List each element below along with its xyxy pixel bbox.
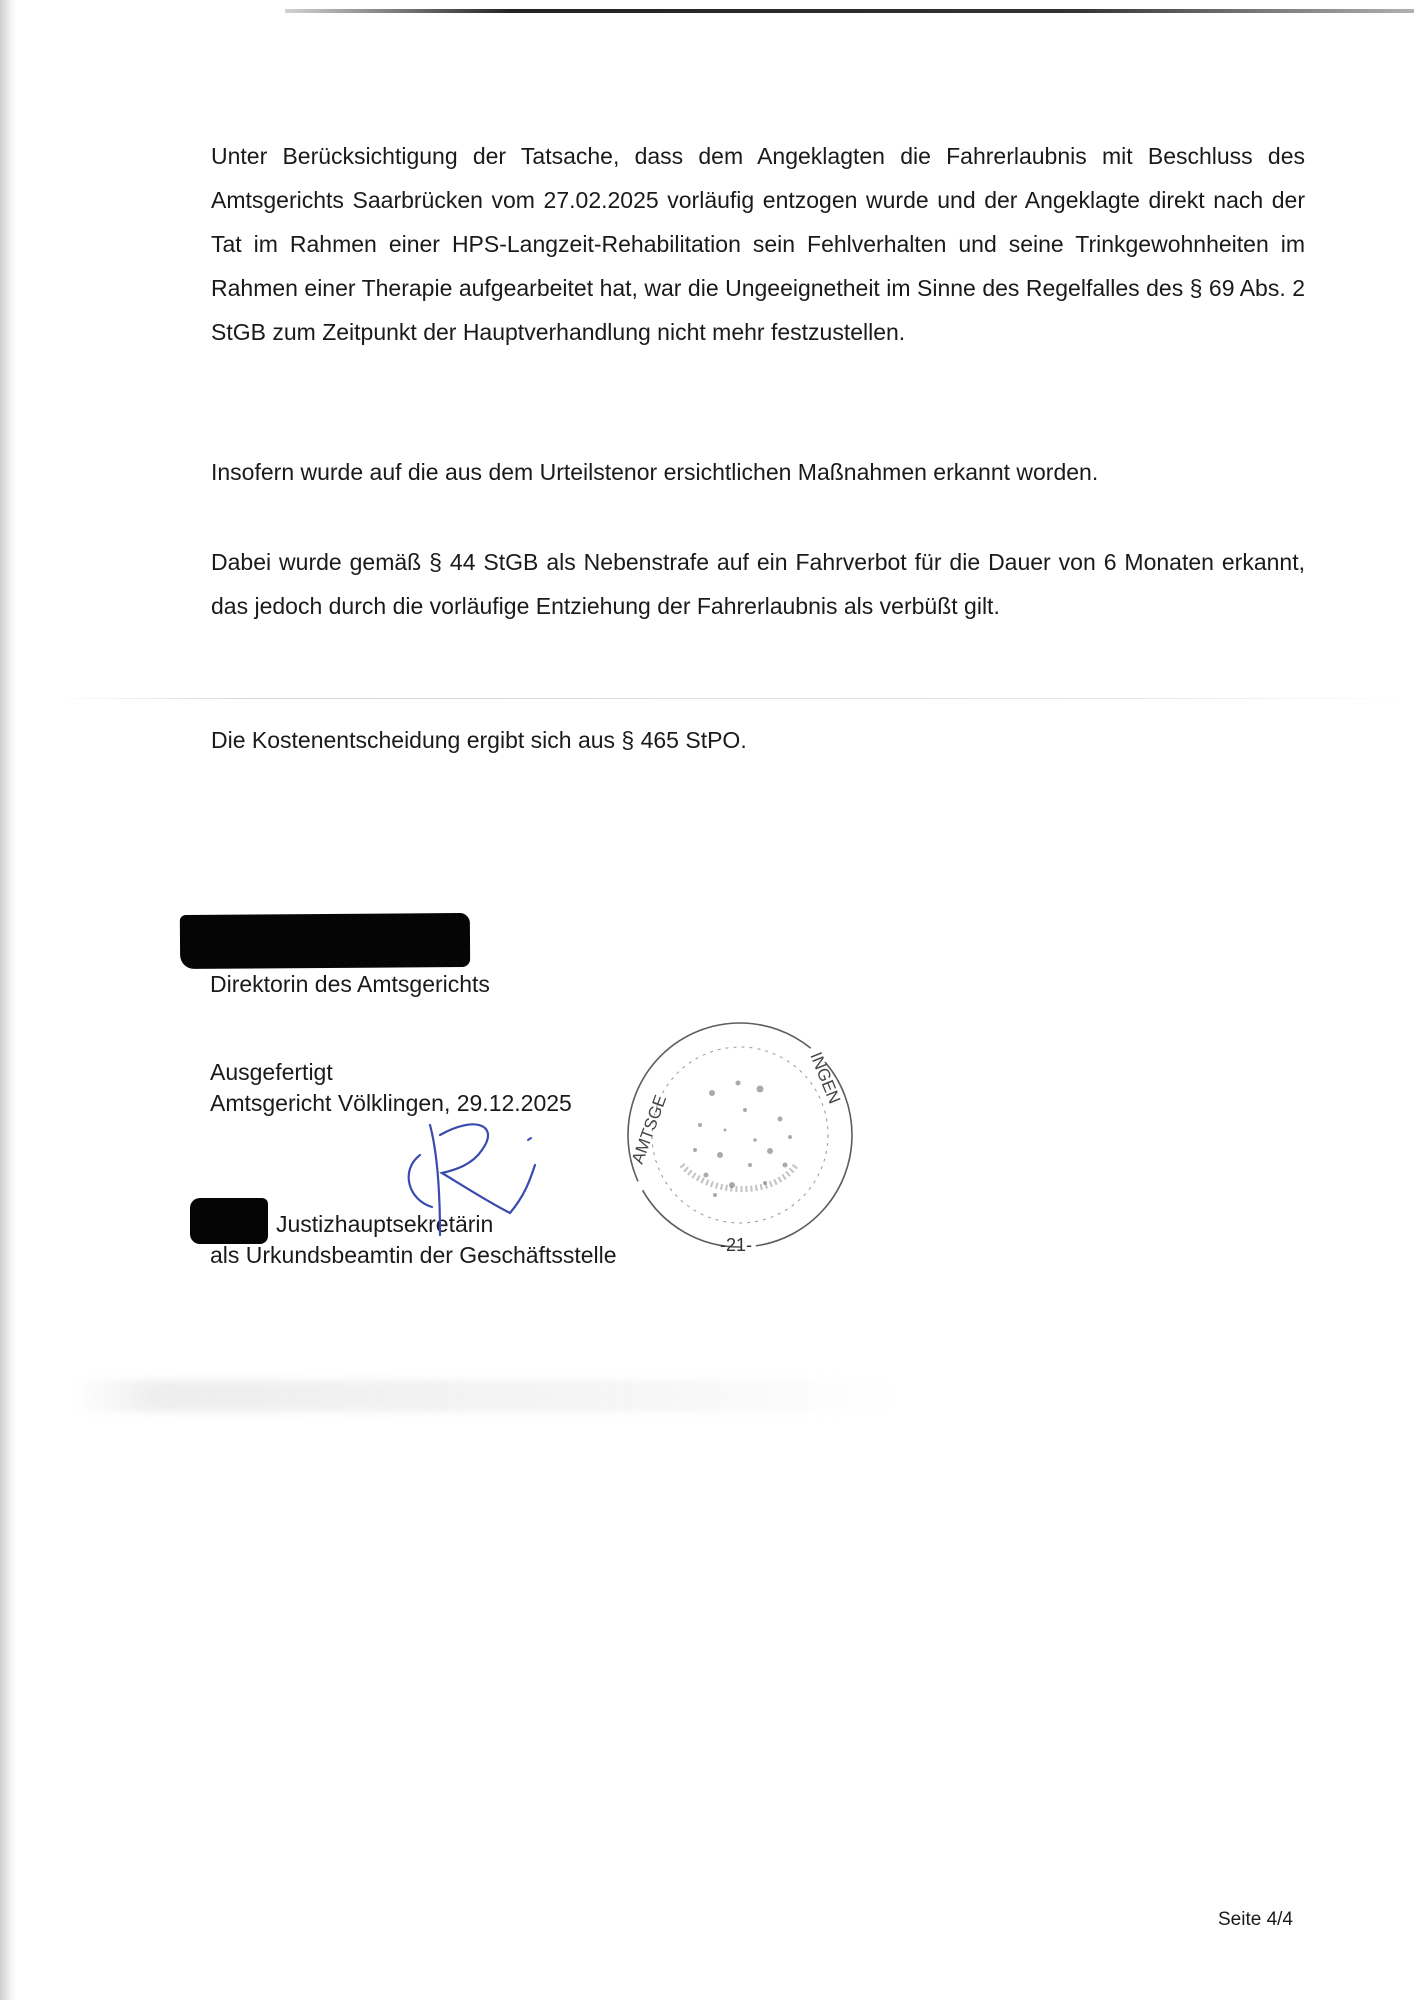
paragraph-costs: Die Kostenentscheidung ergibt sich aus § 465 StPO.	[211, 727, 747, 753]
certified-label: Ausgefertigt	[210, 1059, 333, 1085]
redacted-judge-name	[180, 913, 470, 969]
redacted-clerk-name	[190, 1198, 268, 1244]
clerk-role: als Urkundsbeamtin der Geschäftsstelle	[210, 1242, 617, 1268]
scan-edge-shadow	[0, 0, 16, 2000]
scan-top-line	[285, 9, 1414, 13]
paper-fold-line	[55, 698, 1414, 699]
bleed-through-text	[75, 1380, 895, 1412]
stamp-ring-text-left: AMTSGE	[627, 1092, 671, 1167]
stamp-ring-text-right: INGEN	[806, 1049, 845, 1107]
paragraph-measures: Insofern wurde auf die aus dem Urteilstenor ersichtlichen Maßnahmen erkannt worden.	[211, 459, 1099, 485]
court-and-date: Amtsgericht Völklingen, 29.12.2025	[210, 1090, 572, 1116]
stamp-number: -21-	[720, 1235, 753, 1255]
clerk-title: Justizhauptsekretärin	[276, 1211, 494, 1237]
paragraph-driving-ban: Dabei wurde gemäß § 44 StGB als Nebenstrafe auf ein Fahrverbot für die Dauer von 6 Monaten erkannt, das jedoch durch die vorläufige Entziehung der Fahrerlaubnis als verbüßt gilt.	[211, 549, 1305, 619]
paragraph-reasoning: Unter Berücksichtigung der Tatsache, dass dem Angeklagten die Fahrerlaubnis mit Beschluss des Amtsgerichts Saarbrücken vom 27.02.2025 vorläufig entzogen wurde und der Angeklagte direkt nach der Tat im Rahmen einer HPS-Langzeit-Rehabilitation sein Fehlverhalten und seine Trinkgewohnheiten im Rahmen einer Therapie aufgearbeitet hat, war die Ungeeignetheit im Sinne des Regelfalles des § 69 Abs. 2 StGB zum Zeitpunkt der Hauptverhandlung nicht mehr festzustellen.	[211, 143, 1305, 345]
judge-title: Direktorin des Amtsgerichts	[210, 971, 490, 997]
court-seal-stamp	[620, 1015, 860, 1255]
handwritten-signature	[380, 1095, 580, 1255]
page-number: Seite 4/4	[1218, 1909, 1293, 1930]
